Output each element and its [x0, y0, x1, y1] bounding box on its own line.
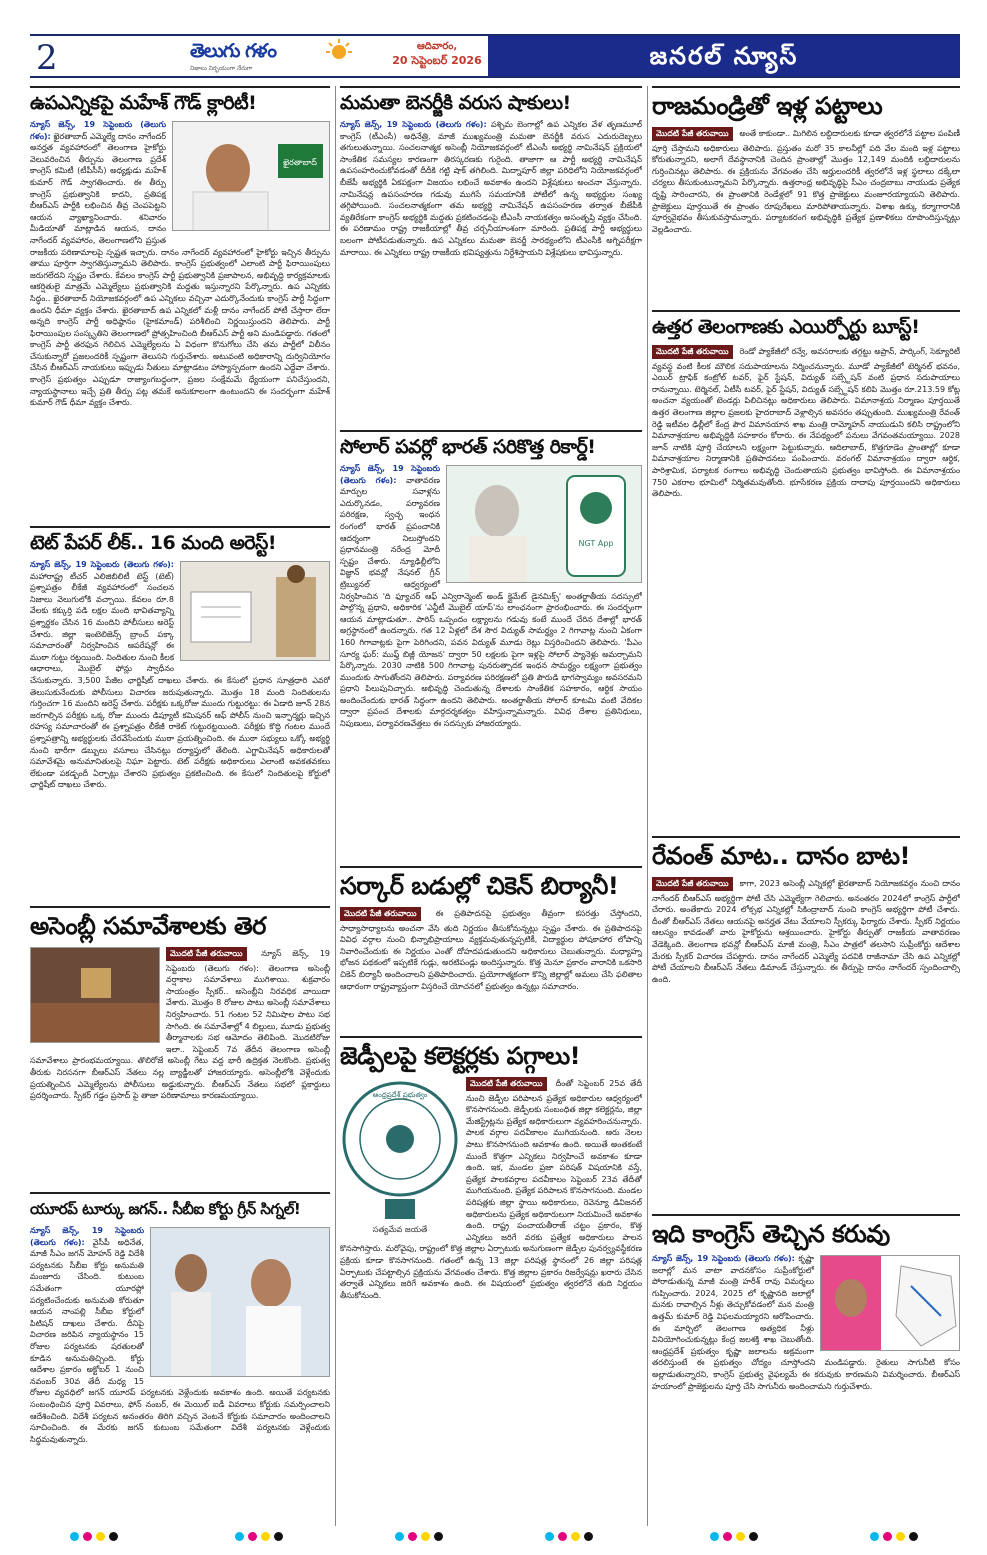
story-body [30, 119, 330, 409]
story-assembly [30, 906, 330, 1190]
story-rajahmundry [652, 86, 960, 308]
brand-name: తెలుగు గళం [190, 40, 277, 62]
story-body [340, 463, 642, 730]
column-divider [647, 86, 648, 1526]
masthead [30, 34, 960, 78]
story-text: ఖైరతాబాద్ ఎమ్మెల్యే దానం నాగేందర్ అనర్హత వ్యవహారంలో తెలంగాణ హైకోర్టు వెలువరించిన తీర్పును తెలంగాణ ప్రదేశ్ కాంగ్రెస్ కమిటీ (టీపీసీసీ) అధ్యక్షుడు మహేశ్ కుమార్ గౌడ్ స్వాగతించారు. ఈ తీర్పు కాంగ్రెస్ ప్రభుత్వానికి కాదని, ప్రతిపక్ష బీఆర్ఎస్ పార్టీకి లభించిన తీవ్ర చెంపపెట్టని ఆయన వ్యాఖ్యానించారు. శనివారం మీడియాతో మాట్లాడిన ఆయన, దానం నాగేందర్ వ్యవహారం, తెలంగాణలోని ప్రస్తుత రాజకీయ పరిణామాలపై స్పష్టత ఇచ్చారు. దానం నాగేందర్ వ్యవహారంలో హైకోర్టు ఇచ్చిన తీర్పును తాము పూర్తిగా స్వాగతిస్తున్నామని తెలిపారు. కాంగ్రెస్ ప్రభుత్వంలో ఎలాంటి పార్టీ ఫిరాయింపులు జరుగలేదని స్పష్టం చేశారు. కేవలం కాంగ్రెస్ పార్టీ ప్రభుత్వానికి ప్రజాపాలన, అభివృద్ధి కార్యక్రమాలకు ఆకర్షితులై మాత్రమే ఎమ్మెల్యేలు ప్రభుత్వానికి మద్దతు ఇస్తున్నారని పేర్కొన్నారు. ఉప ఎన్నికకు సిద్ధం.. ఖైరతాబాద్ నియోజకవర్గంలో ఉప ఎన్నికలు వచ్చినా ఎదుర్కొనేందుకు కాంగ్రెస్ పార్టీ సిద్ధంగా ఉందని ధీమా వ్యక్తం చేశారు. ఖైరతాబాద్ ఉప ఎన్నికలో మళ్లీ దానం నాగేందర్ పోటీ చేస్తారా లేదా అన్నది కాంగ్రెస్ పార్టీ అధిష్ఠానం (హైకమాండ్) పరిశీలించి నిర్ణయిస్తుందని తెలిపారు. పార్టీ ఫిరాయింపుల సంస్కృతిని తెలంగాణలో ప్రోత్సహించింది బీఆర్ఎస్ పార్టీ అని మండిపడ్డారు. గతంలో కాంగ్రెస్ పార్టీ తరఫున గెలిచిన ఎమ్మెల్యేలను ఏ విధంగా కొనుగోలు చేసి తమ పార్టీలో విలీనం చేసుకున్నారో ప్రజలందరికీ స్పష్టంగా తెలుసని గుర్తుచేశారు. అటువంటి అధికారాన్ని దుర్వినియోగం చేసిన బీఆర్ఎస్ నాయకులు ఇప్పుడు నీతులు మాట్లాడటం హాస్యాస్పదంగా ఉందని ఎద్దేవా చేశారు. కాంగ్రెస్ ప్రభుత్వం ఎప్పుడూ రాజ్యాంగబద్ధంగా, ప్రజల సంక్షేమమే ధ్యేయంగా పనిచేస్తుందని, న్యాయస్థానాలు ఇచ్చే ప్రతి తీర్పు పట్ల తమకే అనుకూలంగా ఉంటుందని ఈ సందర్భంగా మహేశ్ కుమార్ గౌడ్ ధీమా వ్యక్తం చేశారు. [30, 131, 330, 408]
story-congress-drought [652, 1214, 960, 1528]
photo-placeholder-icon [447, 466, 642, 583]
story-text: ఈ ప్రతిపాదనపై ప్రభుత్వం తీవ్రంగా కసరత్తు చేస్తోందని, సాధ్యాసాధ్యాలను అంచనా వేసి తుది నిర్ణయం తీసుకోనున్నట్లు స్పష్టం చేశారు. ఈ ప్రతిపాదనపై వివిధ వర్గాల నుంచి భిన్నాభిప్రాయాలు వ్యక్తమవుతున్నప్పటికీ, విద్యార్థుల పోషకాహార లోపాన్ని నివారించేందుకు ఈ నిర్ణయం ఎంతో దోహదపడుతుందని అధికారులు చెబుతున్నారు. మధ్యాహ్న భోజన పథకంలో ఇప్పటికే గుడ్లు, అరటిపండ్లు అందిస్తున్నారు. కొత్త మెనూ ప్రకారం వారానికి ఒకసారి చికెన్ బిర్యానీ అందించాలని ప్రతిపాదించారు. ప్రయోగాత్మకంగా కొన్ని జిల్లాల్లో అమలు చేసి ఫలితాల ఆధారంగా రాష్ట్రవ్యాప్తంగా విస్తరించే యోచనలో ప్రభుత్వం ఉన్నట్లు సమాచారం. [340, 909, 642, 991]
story-byline: న్యూస్ జెన్స్, 19 సెప్టెంబరు (తెలుగు గళం): [30, 1226, 144, 1247]
story-headline[interactable]: యూరప్ టూర్కు జగన్.. సీబీఐ కోర్టు గ్రీన్ సిగ్నల్! [30, 1192, 330, 1225]
story-body [30, 1225, 330, 1445]
story-byline: న్యూస్ జెన్స్, 19 సెప్టెంబరు (తెలుగు గళం): [30, 120, 166, 141]
story-headline[interactable]: సర్కార్ బడుల్లో చికెన్ బిర్యానీ! [340, 866, 642, 905]
story-body [340, 1075, 642, 1301]
story-body [340, 905, 642, 992]
government-seal-icon [340, 1077, 460, 1237]
story-byline: న్యూస్ జెన్స్, 19 సెప్టెంబరు (తెలుగు గళం): [340, 464, 440, 485]
story-text: కాగా, 2023 అసెంబ్లీ ఎన్నికల్లో ఖైరతాబాద్ నియోజకవర్గం నుంచి దానం నాగేందర్ బీఆర్ఎస్ అభ్యర్థిగా పోటీ చేసి ఎమ్మెల్యేగా గెలిచారు. అనంతరం 2024లో కాంగ్రెస్ పార్టీలో చేరారు. అంతేకాదు 2024 లోక్సభ ఎన్నికల్లో సికింద్రాబాద్ నుంచి కాంగ్రెస్ అభ్యర్థిగా పోటీ చేశారు. దీంతో బీఆర్ఎస్ నేతలు ఆయనపై అనర్హత వేటు వేయాలని స్పీకర్కు ఫిర్యాదు చేశారు. స్పీకర్ నిర్ణయం ఆలస్యం కావడంతో వారు హైకోర్టును ఆశ్రయించారు. హైకోర్టు తీర్పుతో రాజకీయ వాతావరణం వేడెక్కింది. తెలంగాణ భవన్లో బీఆర్ఎస్ మాజీ మంత్రి, సీఎం పాత్రలో తలసాని సుప్రీంకోర్టు ఆదేశాల మేరకు స్పీకర్ విచారణ చేపట్టారు. దానం నాగేందర్ ఎమ్మెల్యే పదవికి రాజీనామా చేసి ఉప ఎన్నికల్లో పోటీ చేయాలని బీఆర్ఎస్ నేతలు డిమాండ్ చేస్తున్నారు. ఈ తీర్పుపై దానం నాగేందర్ స్పందించాల్సి ఉంది. [652, 879, 960, 984]
story-photo [30, 947, 160, 1043]
registration-marks-icon [395, 1532, 443, 1541]
registration-marks-icon [870, 1532, 918, 1541]
section-title: జనరల్ న్యూస్ [488, 36, 960, 76]
story-text: పశ్చిమ బెంగాల్లో ఉప ఎన్నికల వేళ తృణమూల్ కాంగ్రెస్ (టీఎంసీ) అధినేత్రి, మాజీ ముఖ్యమంత్రి మమతా బెనర్జీకి వరుస ఎదురుదెబ్బలు తగులుతున్నాయి. సంచలనాత్మక అసెంబ్లీ నియోజకవర్గంలో టీఎంసీ అభ్యర్థి నామినేషన్ ప్రక్రియలో సాంకేతిక సమస్యల కారణంగా తిరస్కరణకు గురైంది. తాజాగా ఆ పార్టీ అభ్యర్థి నామినేషన్ ఉపసంహరించుకోవడంతో దీదీకి గట్టి షాక్ తగిలింది. మిద్నాపూర్ జిల్లా పరిధిలోని నియోజకవర్గంలో బీజేపీ అభ్యర్థికి ఏకపక్షంగా విజయం లభించే అవకాశం ఉందని విశ్లేషకులు అంచనా వేస్తున్నారు. నామినేషన్ల ఉపసంహరణ గడువు ముగిసే సమయానికి పోటీలో ఉన్న అభ్యర్థుల సంఖ్య తగ్గిపోయింది. సంచలనాత్మకంగా తమ అభ్యర్థి నామినేషన్ ఉపసంహరణ తర్వాత బీజేపీకి వ్యతిరేకంగా కాంగ్రెస్ అభ్యర్థికి మద్దతు ప్రకటించడంపై టీఎంసీ నాయకత్వం అసంతృప్తి వ్యక్తం చేసింది. ఈ పరిణామం రాష్ట్ర రాజకీయాల్లో తీవ్ర చర్చనీయాంశంగా మారింది. ప్రతిపక్ష పార్టీ అభ్యర్థులు బలంగా పోటీపడుతున్నారు. ఉప ఎన్నికలు మమతా బెనర్జీ సారథ్యంలోని టీఎంసీకి అగ్నిపరీక్షగా మారాయి. ఈ ఎన్నికలు రాష్ట్ర రాజకీయ భవిష్యత్తును నిర్దేశిస్తాయని విశ్లేషకులు భావిస్తున్నారు. [340, 120, 642, 257]
story-text: అంతే కాకుండా.. మిగిలిన లబ్ధిదారులకు కూడా త్వరలోనే పట్టాల పంపిణీ పూర్తి చేస్తామని అధికారులు తెలిపారు. ప్రస్తుతం మరో 35 కాలనీల్లో పది వేల మంది ఇళ్ల పట్టాలు కోరుతున్నారని, అలాగే దేవస్థానానికి చెందిన ప్రాంతాల్లో మొత్తం 12,149 మందికి లబ్ధిదారులను గుర్తించినట్లు తెలిపారు. ఈ ప్రక్రియను వేగవంతం చేసి అర్హులందరికీ త్వరలోనే ఇళ్ల స్థలాలు దక్కేలా చర్యలు తీసుకుంటున్నామని పేర్కొన్నారు. ఉత్తరాంధ్ర అభివృద్ధిపై సీఎం చంద్రబాబు నాయుడు ప్రత్యేక దృష్టి సారించారని, ఈ ప్రాంతానికి రెండేళ్లలో 91 కొత్త ప్రాజెక్టులు మంజూరయ్యాయని తెలిపారు. ప్రాజెక్టులు పూర్తయితే ఈ ప్రాంతం రూపురేఖలు మారిపోతాయన్నారు. విశాఖ ఉక్కు కర్మాగారానికి పూర్వవైభవం తీసుకువస్తామన్నారు. పర్యాటకరంగ అభివృద్ధికి ప్రత్యేక ప్రణాళికలు రూపొందిస్తున్నట్లు వెల్లడించారు. [652, 129, 960, 234]
story-headline[interactable]: టెట్ పేపర్ లీక్.. 16 మంది అరెస్ట్! [30, 526, 330, 559]
story-body [652, 343, 960, 500]
continued-tag: మొదటి పేజీ తరువాయి [652, 345, 733, 359]
story-headline[interactable]: మమతా బెనర్జీకి వరుస షాకులు! [340, 86, 642, 119]
date-label: 20 సెప్టెంబర్ 2026 [392, 54, 482, 67]
photo-placeholder-icon [31, 948, 160, 1043]
story-airport [652, 310, 960, 834]
story-text: కృష్ణా జలాల్లో మన వాటా వాదనకోసం సుప్రీంకోర్టులో పోరాడుతున్న మాజీ మంత్రి హరీశ్ రావు విమర్శలు గుప్పించారు. 2024, 2025 లో కృష్ణానది జలాల్లో మనకు రావాల్సిన నీళ్లు తెచ్చుకోవడంలో మన మంత్రి ఉత్తమ్ కుమార్ రెడ్డి విఫలమయ్యారని ఆరోపించారు. ఈ మార్చిలో తెలంగాణ అత్యధిక నీళ్లు వినియోగించుకున్నట్లు కేంద్ర జలశక్తి శాఖ చెబుతోంది. ఆంధ్రప్రదేశ్ ప్రభుత్వం కృష్ణా జలాలను అక్రమంగా తరలిస్తుంటే ఈ ప్రభుత్వం చోద్యం చూస్తోందని మండిపడ్డారు. రైతులు సాగునీటి కోసం అల్లాడుతున్నారని, కాంగ్రెస్ ప్రభుత్వ వైఫల్యమే ఈ కరువుకు కారణమని విమర్శించారు. బీఆర్ఎస్ హయాంలో ప్రాజెక్టులను పూర్తి చేసి సాగునీరు అందించామని గుర్తుచేశారు. [652, 1254, 960, 1391]
story-byline: న్యూస్ జెన్స్, 19 సెప్టెంబరు (తెలుగు గళం): [652, 1254, 795, 1263]
continued-tag: మొదటి పేజీ తరువాయి [466, 1077, 547, 1091]
story-tet-leak [30, 526, 330, 904]
app-label: NGT App [578, 539, 614, 548]
brand-logo [190, 40, 360, 76]
sun-logo-icon [326, 38, 352, 64]
story-photo [446, 465, 642, 583]
story-text: న్యూస్ జెన్స్, 19 సెప్టెంబరు (తెలుగు గళం): తెలంగాణ అసెంబ్లీ వర్షాకాల సమావేశాలు ముగిశాయి. శుక్రవారం సాయంత్రం స్పీకర్.. అసెంబ్లీని నిరవధిక వాయిదా వేశారు. మొత్తం 8 రోజుల పాటు అసెంబ్లీ సమావేశాలు నిర్వహించారు. 51 గంటల 52 నిమిషాల పాటు సభ సాగింది. ఈ సమావేశాల్లో 4 బిల్లులు, మూడు ప్రభుత్వ తీర్మానాలకు సభ ఆమోదం తెలిపింది. మొదటిరోజు ఇలా.. సెప్టెంబర్ 7వ తేదీన తెలంగాణ అసెంబ్లీ సమావేశాలు ప్రారంభమయ్యాయి. తొలిరోజే అసెంబ్లీ గేటు వద్ద భారీ ఉద్రిక్తత నెలకొంది. ప్రభుత్వ తీరుకు నిరసనగా బీఆర్ఎస్ నేతలు నల్ల బ్యాడ్జీలతో హాజరయ్యారు. అసెంబ్లీలోకి వెళ్లేందుకు ప్రయత్నించిన ఎమ్మెల్యేలను పోలీసులు అడ్డుకున్నారు. బీఆర్ఎస్ నేతలు సభలో ప్లకార్డులు ప్రదర్శించారు. స్పీకర్ గడ్డం ప్రసాద్ పై తాజా పరిణామాలు కారణమయ్యాయి. [30, 949, 330, 1101]
story-photo [180, 561, 330, 661]
story-text: వాతావరణ మార్పుల సవాళ్లను ఎదుర్కొనడం, పర్యావరణ పరిరక్షణ, స్వచ్ఛ ఇంధన రంగంలో భారత్ ప్రపంచానికి ఆదర్శంగా నిలుస్తోందని ప్రధానమంత్రి నరేంద్ర మోదీ స్పష్టం చేశారు. న్యూఢిల్లీలోని విజ్ఞాన్ భవన్లో నేషనల్ గ్రీన్ ట్రిబ్యునల్ ఆధ్వర్యంలో నిర్వహించిన 'ది ఫ్యూచర్ ఆఫ్ ఎన్విరాన్మెంట్ అండ్ క్లైమేట్ డైనమిక్స్' అంతర్జాతీయ సదస్సులో పాల్గొన్న ప్రధాని, అధికారిక 'ఎన్జీటీ మొబైల్ యాప్'ను లాంఛనంగా ప్రారంభించారు. ఈ సందర్భంగా ఆయన మాట్లాడుతూ.. పారిస్ ఒప్పందం లక్ష్యాలను గడువు కంటే ముందే చేరిన దేశాల్లో భారత్ అగ్రస్థానంలో ఉందన్నారు. గత 12 ఏళ్లలో దేశ సౌర విద్యుత్ సామర్థ్యం 2 గిగావాట్ల నుంచి ఏకంగా 160 గిగావాట్లకు పైగా పెరిగిందని, పవన విద్యుత్ మూడు రెట్లు విస్తరించిందని తెలిపారు. 'పీఎం సూర్య ఘర్: ముఫ్త్ బిజ్లీ యోజన' ద్వారా 50 లక్షలకు పైగా ఇళ్లపై సోలార్ ప్యానెళ్లు అమర్చామని పేర్కొన్నారు. 2030 నాటికి 500 గిగావాట్ల పునరుత్పాదక ఇంధన సామర్థ్యం లక్ష్యంగా ప్రభుత్వం ముందుకు సాగుతోందని తెలిపారు. పర్యావరణ పరిరక్షణలో ప్రతి పౌరుడి భాగస్వామ్యం అవసరమని ప్రధాని పిలుపునిచ్చారు. అభివృద్ధి చెందుతున్న దేశాలకు సాంకేతిక సహకారం, ఆర్థిక సాయం అందించేందుకు భారత్ సిద్ధంగా ఉందని తెలిపారు. అంతర్జాతీయ సోలార్ కూటమి వంటి వేదికల ద్వారా ప్రపంచ దేశాలకు మార్గదర్శకత్వం వహిస్తున్నామన్నారు. వివిధ దేశాల ప్రతినిధులు, నిపుణులు, పర్యావరణవేత్తలు ఈ సదస్సుకు హాజరయ్యారు. [340, 475, 642, 729]
story-solar [340, 430, 642, 864]
story-photo [172, 121, 330, 231]
ap-seal [340, 1077, 460, 1237]
seal-top-text: ఆంధ్రప్రదేశ్ ప్రభుత్వం [372, 1091, 428, 1099]
registration-marks-icon [70, 1532, 118, 1541]
continued-tag: మొదటి పేజీ తరువాయి [652, 127, 733, 141]
photo-placeholder-icon [151, 1228, 330, 1377]
story-body [652, 125, 960, 235]
photo-placeholder-icon [173, 122, 330, 231]
continued-tag: మొదటి పేజీ తరువాయి [166, 947, 247, 961]
story-byline: న్యూస్ జెన్స్, 19 సెప్టెంబరు (తెలుగు గళం): [30, 560, 174, 569]
story-photo [820, 1255, 960, 1351]
story-headline[interactable]: ఇది కాంగ్రెస్ తెచ్చిన కరువు [652, 1214, 960, 1253]
registration-marks-icon [710, 1532, 758, 1541]
seal-bottom-text: సత్యమేవ జయతే [372, 1225, 428, 1234]
story-body [30, 945, 330, 1102]
story-headline[interactable]: సోలార్ పవర్లో భారత్ సరికొత్త రికార్డ్! [340, 430, 642, 463]
story-mamata [340, 86, 642, 426]
photo-sign-text: ఖైరతాబాద్ [283, 158, 317, 167]
brand-tagline: నిజాలు నిర్భయంగా నేరుగా [190, 65, 253, 72]
story-mahesh-goud [30, 86, 330, 524]
story-body [30, 559, 330, 791]
story-text: మహారాష్ట్ర టీచర్ ఎలిజిబిలిటీ టెస్ట్ (టెట్) ప్రశ్నాపత్రం లీకేజీ వ్యవహారంలో సంచలన నిజాలు వెలుగులోకి వచ్చాయి. కేవలం రూ.8 వేలకు కక్కుర్తి పడి లక్షల మంది భావితవ్యాన్ని ప్రశ్నార్థకం చేసిన 16 మందిని పోలీసులు అరెస్ట్ చేశారు. జిల్లా ఇంటెలిజెన్స్ బ్రాంచ్ పక్కా సమాచారంతో నిర్వహించిన ఆపరేషన్లో ఈ ముఠా గుట్టు రట్టయింది. నిందితుల నుంచి కీలక ఆధారాలు, మొబైల్ ఫోన్లు స్వాధీనం చేసుకున్నారు. 3,500 పేజీల ఛార్జిషీట్ దాఖలు చేశారు. ఈ కేసులో ప్రధాన సూత్రధారి ఎవరో తెలుసుకునేందుకు పోలీసులు విచారణ జరుపుతున్నారు. మొత్తం 18 మంది నిందితులను గుర్తించగా 16 మందిని అరెస్ట్ చేశారు. పరీక్షకు ఒక్కరోజు ముందు గుట్టురట్టు: ఈ ఏడాది జూన్ 28న జరగాల్సిన పరీక్షకు ఒక్క రోజు ముందు డిప్యూటీ కమిషనర్ ఆఫ్ పోలీస్ నుంచి ఇన్ఫార్మర్లు ఇచ్చిన రహస్య సమాచారంతో ఈ ప్రశ్నాపత్రం లీకేజీ రాకెట్ గుట్టురట్టయింది. పరీక్షకు కొద్ది గంటల ముందే ప్రశ్నాపత్రాన్ని అభ్యర్థులకు చేరవేసేందుకు ముఠా ప్రయత్నించింది. ఈ ముఠా సభ్యులు ఒక్కో అభ్యర్థి నుంచి భారీగా డబ్బులు వసూలు చేసినట్లు దర్యాప్తులో తేలింది. ఎగ్జామినేషన్ అధికారులతో సమావేశమై అనుమానితులపై నిఘా పెట్టారు. టెట్ పరీక్షకు అధికారులు ఎలాంటి అవకతవకలు లేకుండా పకడ్బందీ ఏర్పాట్లు చేశారని ప్రభుత్వం ప్రకటించింది. ఈ కేసులో నిందితులపై కోర్టులో ఛార్జిషీట్ దాఖలు చేశారు. [30, 571, 330, 790]
photo-placeholder-icon [821, 1256, 960, 1351]
story-body [340, 119, 642, 258]
registration-marks-icon [545, 1532, 593, 1541]
page-number: 2 [36, 38, 58, 78]
story-jagan-tour [30, 1192, 330, 1528]
day-label: ఆదివారం, [416, 41, 458, 52]
story-text: రెండో ప్యాకేజీలో రన్వే, అవసరాలకు తగ్గట్టు అప్రాన్, పార్కింగ్, సెక్యూరిటీ వ్యవస్థ వంటి కీలక మౌలిక సదుపాయాలను నిర్మించనున్నారు. మూడో ప్యాకేజీలో టెర్మినల్ భవనం, ఎయిర్ ట్రాఫిక్ కంట్రోల్ టవర్, ఫైర్ స్టేషన్, విద్యుత్ సబ్స్టేషన్ వంటి ప్రధాన సదుపాయాలు రానున్నాయి. టెర్మినల్, ఏటీసీ టవర్, ఫైర్ స్టేషన్, విద్యుత్ సబ్స్టేషన్ కలిపి మొత్తం రూ.213.59 కోట్ల అంచనా వ్యయంతో టెండర్లు పిలిచినట్లు అధికారులు తెలిపారు. విమానాశ్రయ నిర్మాణం పూర్తయితే ఉత్తర తెలంగాణ జిల్లాల ప్రజలకు హైదరాబాద్ వెళ్లాల్సిన అవసరం తప్పుతుంది. ముఖ్యమంత్రి రేవంత్ రెడ్డి ఇటీవల ఢిల్లీలో కేంద్ర పౌర విమానయాన శాఖ మంత్రి రామ్మోహన్ నాయుడుని కలిసి రాష్ట్రంలోని విమానాశ్రయాల అభివృద్ధికి సహకారం కోరారు. ఈ నేపథ్యంలో పనులు వేగవంతమయ్యాయి. 2028 జూన్ నాటికి పూర్తి చేయాలని లక్ష్యంగా పెట్టుకున్నారు. ఆదిలాబాద్, కొత్తగూడెం ప్రాంతాల్లో కూడా విమానాశ్రయాల నిర్మాణానికి ప్రతిపాదనలు పంపించారు. వరంగల్ విమానాశ్రయం ద్వారా ఆర్థిక, పారిశ్రామిక, పర్యాటక రంగాలు అభివృద్ధి చెందుతాయని ప్రభుత్వం భావిస్తోంది. ఈ విమానాశ్రయం 750 ఎకరాల భూమిలో నిర్మితమవుతోంది. భూసేకరణ ప్రక్రియ దాదాపు పూర్తయిందని అధికారులు తెలిపారు. [652, 347, 960, 499]
story-biryani [340, 866, 642, 1034]
photo-placeholder-icon [181, 562, 330, 661]
story-revanth-danam [652, 836, 960, 1212]
column-divider [335, 86, 336, 1526]
dateline [382, 40, 492, 70]
story-headline[interactable]: అసెంబ్లీ సమావేశాలకు తెర [30, 906, 330, 945]
story-byline: న్యూస్ జెన్స్, 19 సెప్టెంబరు (తెలుగు గళం): [340, 120, 487, 129]
story-headline[interactable]: రేవంత్ మాట.. దానం బాట! [652, 836, 960, 875]
continued-tag: మొదటి పేజీ తరువాయి [652, 877, 733, 891]
story-headline[interactable]: ఉపఎన్నికపై మహేశ్ గౌడ్ క్లారిటీ! [30, 86, 330, 119]
continued-tag: మొదటి పేజీ తరువాయి [340, 907, 421, 921]
story-text: వైసీపీ అధినేత, మాజీ సీఎం జగన్ మోహన్ రెడ్డి విదేశీ పర్యటనకు సీబీఐ కోర్టు అనుమతి మంజూరు చేసింది. కుటుంబ సమేతంగా యూరప్లో పర్యటించేందుకు అనుమతి కోరుతూ ఆయన నాంపల్లి సీబీఐ కోర్టులో పిటిషన్ దాఖలు చేశారు. దీనిపై విచారణ జరిపిన న్యాయస్థానం 15 రోజుల పర్యటనకు షరతులతో కూడిన అనుమతిచ్చింది. కోర్టు ఆదేశాల ప్రకారం అక్టోబర్ 1 నుంచి నవంబర్ 30వ తేదీ మధ్య 15 రోజుల వ్యవధిలో జగన్ యూరప్ పర్యటనకు వెళ్లేందుకు అవకాశం ఉంది. అయితే పర్యటనకు సంబంధించిన పూర్తి వివరాలు, ఫోన్ నంబర్, ఈ మెయిల్ ఐడీ వివరాలు కోర్టుకు సమర్పించాలని ఆదేశించింది. విదేశీ పర్యటన అనంతరం తిరిగి వచ్చిన వెంటనే కోర్టుకు సమాచారం అందించాలని సూచించింది. ఈ మేరకు జగన్ కుటుంబ సమేతంగా విదేశీ పర్యటనకు వెళ్లేందుకు సిద్ధమవుతున్నారు. [30, 1237, 330, 1444]
story-body [652, 875, 960, 985]
registration-marks-icon [235, 1532, 283, 1541]
story-photo [150, 1227, 330, 1377]
story-headline[interactable]: రాజమండ్రితో ఇళ్ల పట్టాలు [652, 86, 960, 125]
story-zp-collectors [340, 1036, 642, 1528]
story-text: దీంతో సెప్టెంబర్ 25వ తేదీ నుంచి జెడ్పీల పరిపాలన ప్రత్యేక అధికారుల ఆధ్వర్యంలో కొనసాగనుంది. జెడ్పీలకు సంబంధిత జిల్లా కలెక్టర్లను, జిల్లా మేజిస్ట్రేట్లను ప్రత్యేక అధికారులుగా వ్యవహరించనున్నారు. పాలక వర్గాల పదవీకాలం ముగియనుంది. ఆరు నెలల పాటు కొనసాగనుంది అవకాశం ఉంది. అయితే అంతకంటే ముందే కొత్తగా ఎన్నికలు నిర్వహించే అవకాశం కూడా ఉంది. ఇక, మండల ప్రజా పరిషత్ విషయానికి వస్తే, ప్రత్యేక పాలకవర్గాల పదవీకాలం సెప్టెంబర్ 23వ తేదీతో ముగియనుంది. ప్రత్యేక పరిపాలన కొనసాగనుంది. మండల పరిషత్లకు జిల్లా స్థాయి అధికారులు, రెవెన్యూ డివిజనల్ అధికారులను ప్రత్యేక అధికారులుగా నియమించే అవకాశం ఉంది. రాష్ట్ర పంచాయతీరాజ్ చట్టం ప్రకారం, కొత్త ఎన్నికలు జరిగే వరకు ప్రత్యేక అధికారులు పాలన కొనసాగిస్తారు. మరోవైపు, రాష్ట్రంలో కొత్త జిల్లాల ఏర్పాటుకు అనుగుణంగా జెడ్పీల పునర్వ్యవస్థీకరణ ప్రక్రియ కూడా కొనసాగనుంది. గతంలో ఉన్న 13 జిల్లా పరిషత్ల స్థానంలో 26 జిల్లా పరిషత్ల ఏర్పాటుకు చేపట్టాల్సిన ప్రక్రియను వేగవంతం చేశారు. కొత్త జిల్లాల ప్రకారం రిజర్వేషన్లు ఖరారు చేసిన తర్వాతే ఎన్నికలు జరిగే అవకాశం ఉంది. ఈ విషయంలో ప్రభుత్వం త్వరలోనే తుది నిర్ణయం తీసుకోనుంది. [340, 1079, 642, 1300]
story-headline[interactable]: జెడ్పీలపై కలెక్టర్లకు పగ్గాలు! [340, 1036, 642, 1075]
story-body [652, 1253, 960, 1392]
story-headline[interactable]: ఉత్తర తెలంగాణకు ఎయిర్పోర్టు బూస్ట్! [652, 310, 960, 343]
